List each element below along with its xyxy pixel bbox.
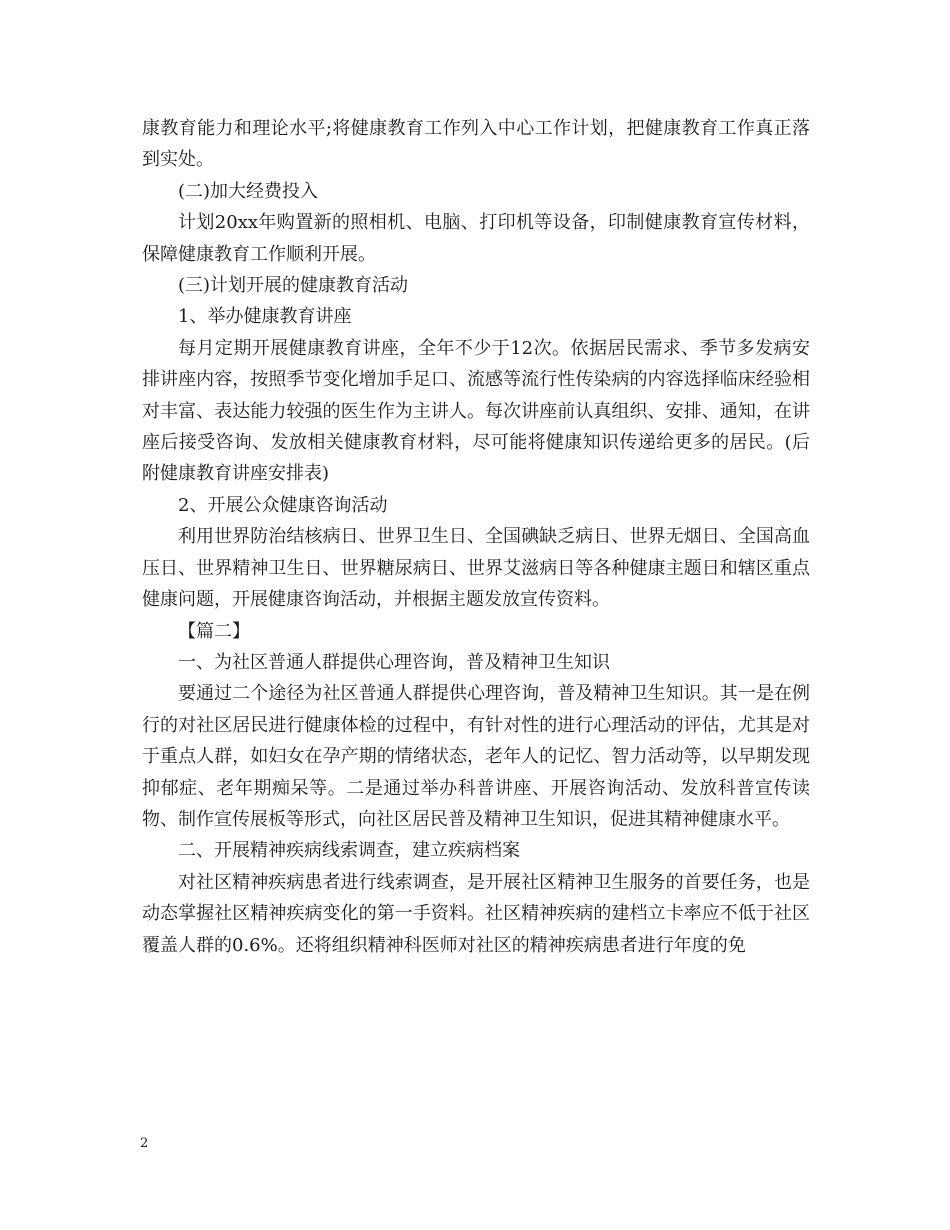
paragraph: 二、开展精神疾病线索调查，建立疾病档案	[178, 840, 520, 862]
paragraph: 利用世界防治结核病日、世界卫生日、全国碘缺乏病日、世界无烟日、全国高血压日、世界精神卫生日、世界糖尿病日、世界艾滋病日等各种健康主题日和辖区重点健康问题，开展健康咨询活动，并根据主题发放宣传资料。	[142, 526, 810, 611]
document-body	[142, 113, 810, 961]
paragraph: (二)加大经费投入	[178, 180, 319, 202]
paragraph: 【篇二】	[178, 620, 250, 642]
page-number: 2	[140, 1136, 149, 1151]
paragraph: 对社区精神疾病患者进行线索调查，是开展社区精神卫生服务的首要任务，也是动态掌握社区精神疾病变化的第一手资料。社区精神疾病的建档立卡率应不低于社区覆盖人群的0.6%。还将组织精神科医师对社区的精神疾病患者进行年度的免	[142, 871, 810, 956]
paragraph: 一、为社区普通人群提供心理咨询，普及精神卫生知识	[178, 651, 610, 673]
paragraph: 计划20xx年购置新的照相机、电脑、打印机等设备，印制健康教育宣传材料，保障健康教育工作顺利开展。	[142, 212, 810, 265]
paragraph: 每月定期开展健康教育讲座，全年不少于12次。依据居民需求、季节多发病安排讲座内容，按照季节变化增加手足口、流感等流行性传染病的内容选择临床经验相对丰富、表达能力较强的医生作为主讲人。每次讲座前认真组织、安排、通知，在讲座后接受咨询、发放相关健康教育材料，尽可能将健康知识传递给更多的居民。(后附健康教育讲座安排表)	[142, 337, 810, 485]
paragraph: (三)计划开展的健康教育活动	[178, 275, 409, 297]
paragraph: 1、举办健康教育讲座	[178, 306, 352, 328]
paragraph: 康教育能力和理论水平;将健康教育工作列入中心工作计划，把健康教育工作真正落到实处。	[142, 118, 810, 171]
paragraph: 2、开展公众健康咨询活动	[178, 494, 388, 516]
paragraph: 要通过二个途径为社区普通人群提供心理咨询，普及精神卫生知识。其一是在例行的对社区居民进行健康体检的过程中，有针对性的进行心理活动的评估，尤其是对于重点人群，如妇女在孕产期的情绪状态，老年人的记忆、智力活动等，以早期发现抑郁症、老年期痴呆等。二是通过举办科普讲座、开展咨询活动、发放科普宣传读物、制作宣传展板等形式，向社区居民普及精神卫生知识，促进其精神健康水平。	[142, 683, 810, 830]
